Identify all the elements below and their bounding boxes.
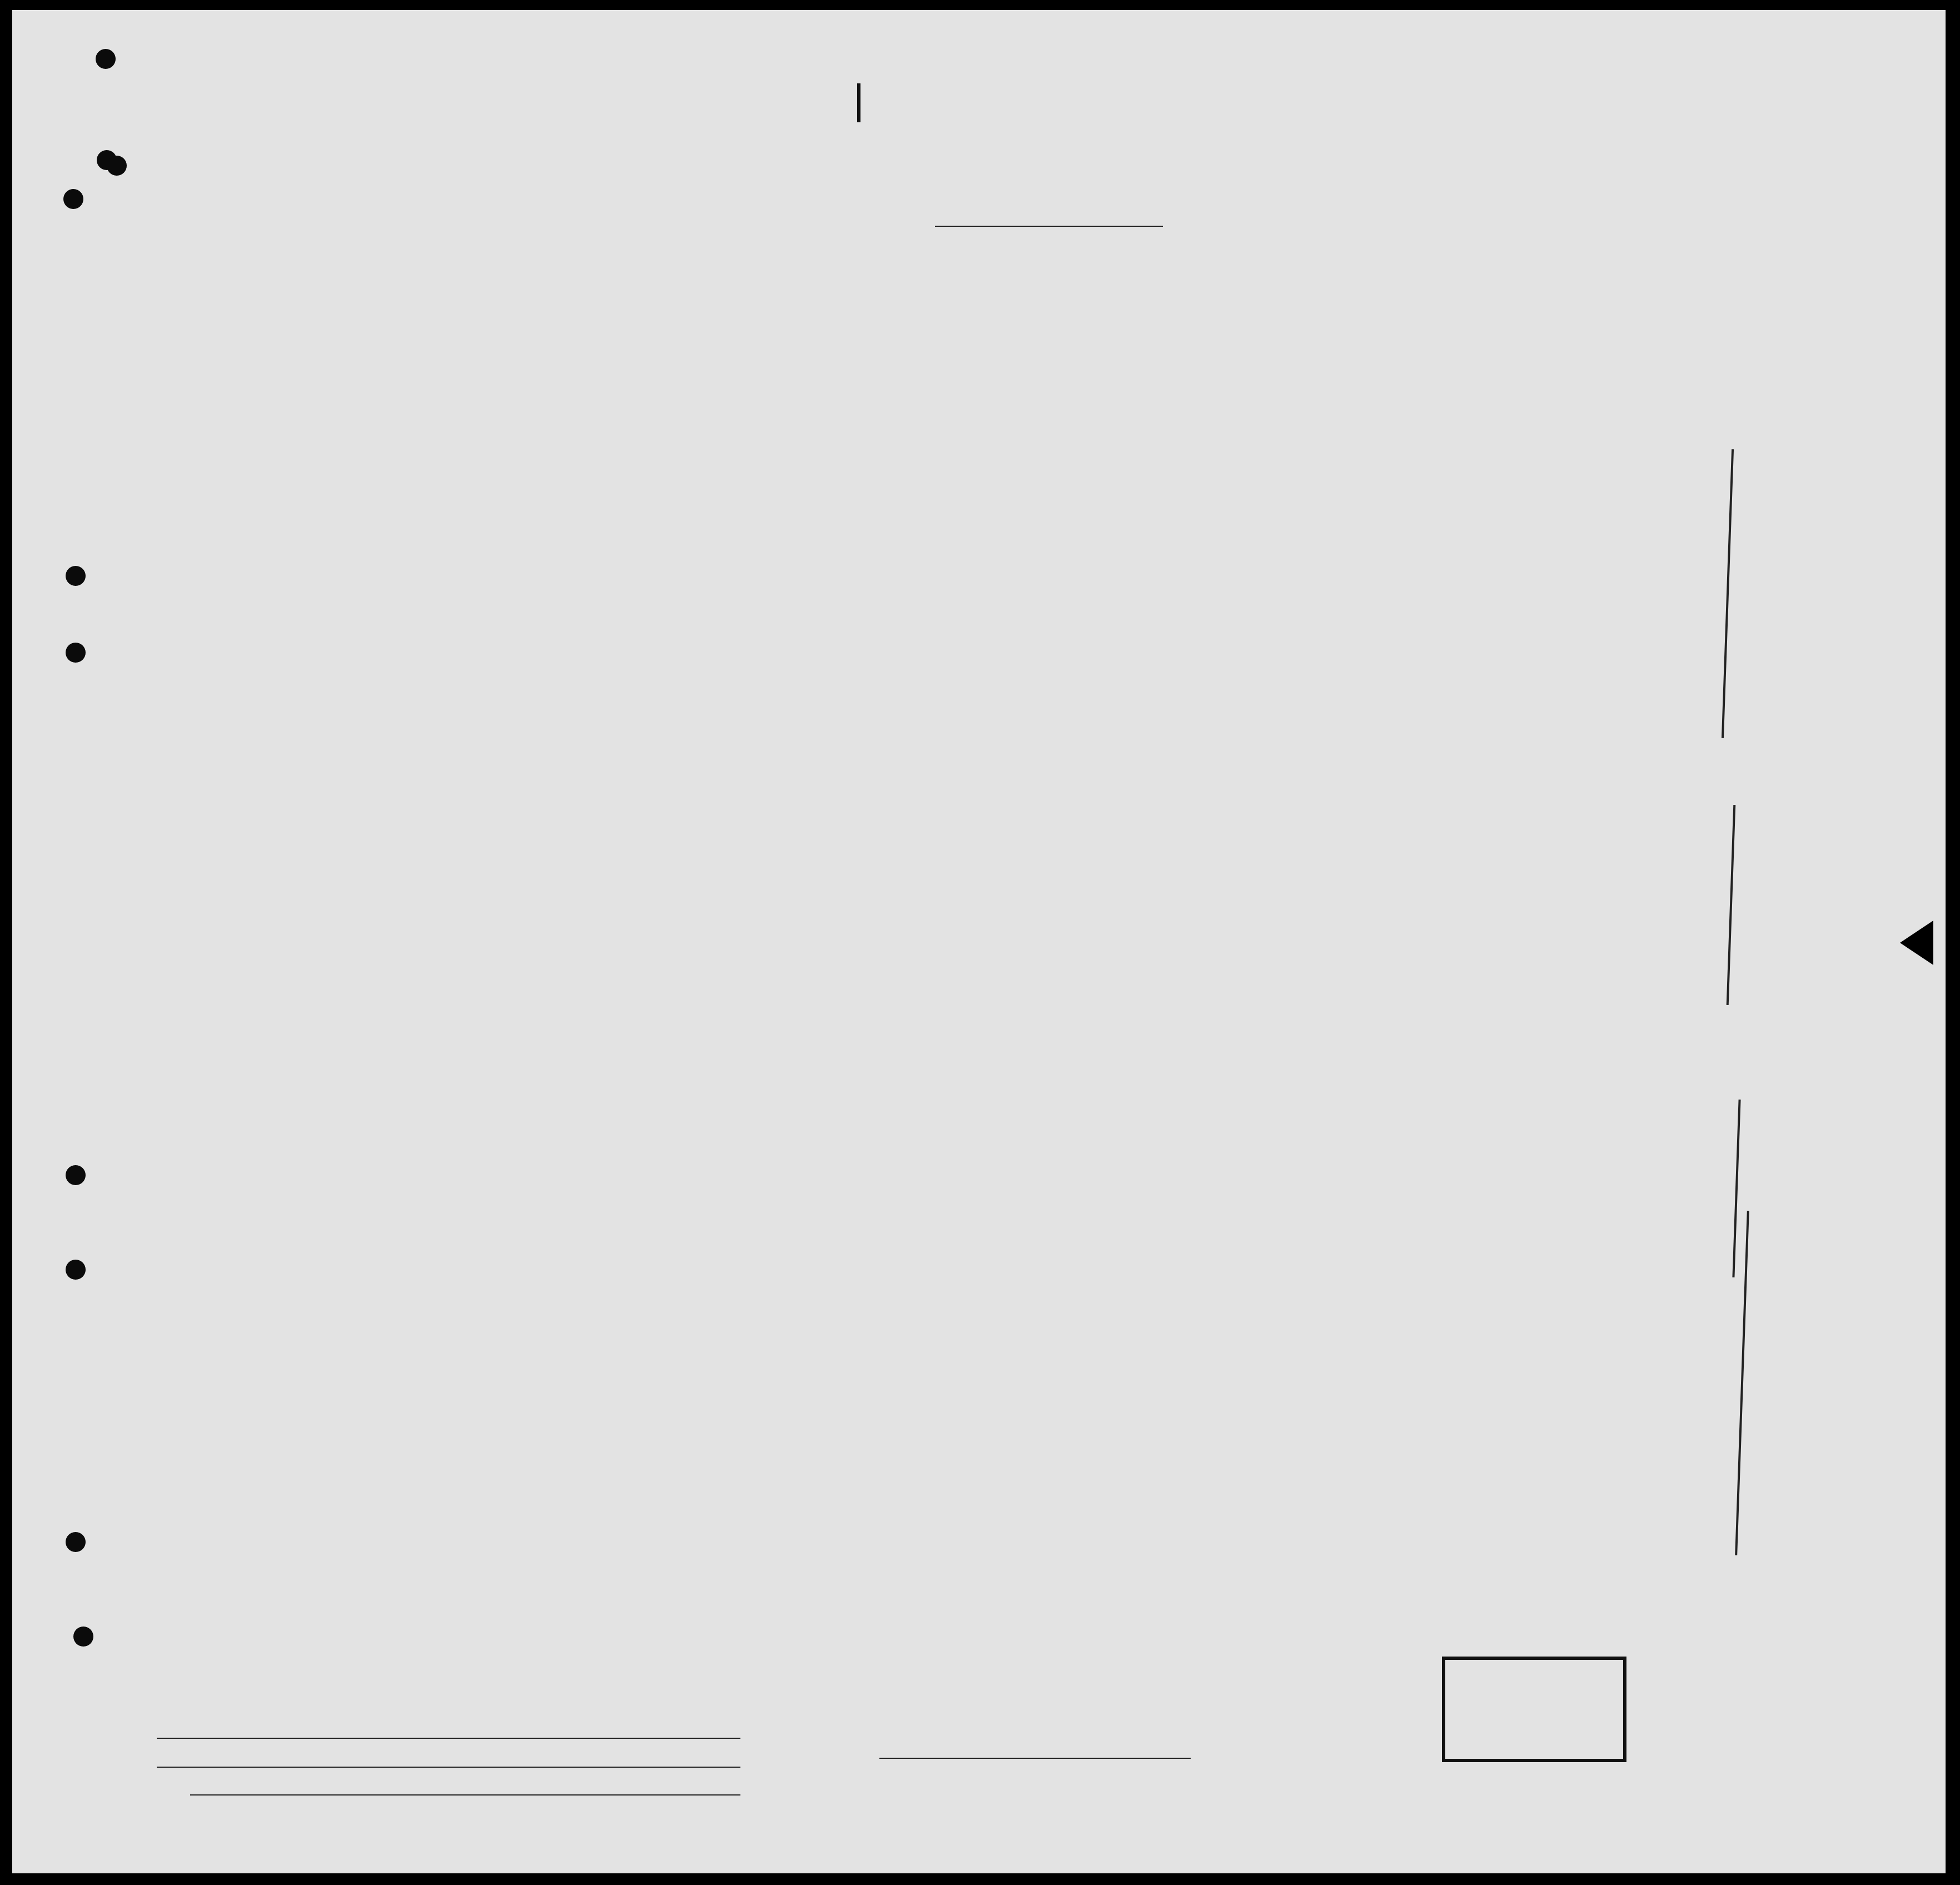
punch-hole <box>96 49 116 69</box>
manifest-sheet <box>12 10 1946 1873</box>
arrival-date-line <box>935 226 1163 227</box>
office-stamp <box>1442 1657 1626 1762</box>
handwritten-stroke <box>1735 1211 1749 1555</box>
footer-rule <box>157 1738 740 1739</box>
punch-hole <box>66 1532 86 1552</box>
punch-hole <box>107 156 127 176</box>
handwritten-stroke <box>1722 449 1734 738</box>
handwritten-stroke <box>1732 1100 1740 1277</box>
title-divider <box>857 83 860 122</box>
punch-hole <box>66 566 86 586</box>
punch-hole <box>66 643 86 663</box>
handwritten-stroke <box>1727 805 1736 1005</box>
signature-rule <box>879 1758 1191 1759</box>
punch-hole <box>66 1260 86 1280</box>
edge-notch <box>1900 921 1933 965</box>
punch-hole <box>66 1165 86 1185</box>
footer-rule <box>190 1794 740 1796</box>
punch-hole <box>73 1627 93 1647</box>
footer-rule <box>157 1767 740 1768</box>
punch-hole <box>63 189 83 209</box>
